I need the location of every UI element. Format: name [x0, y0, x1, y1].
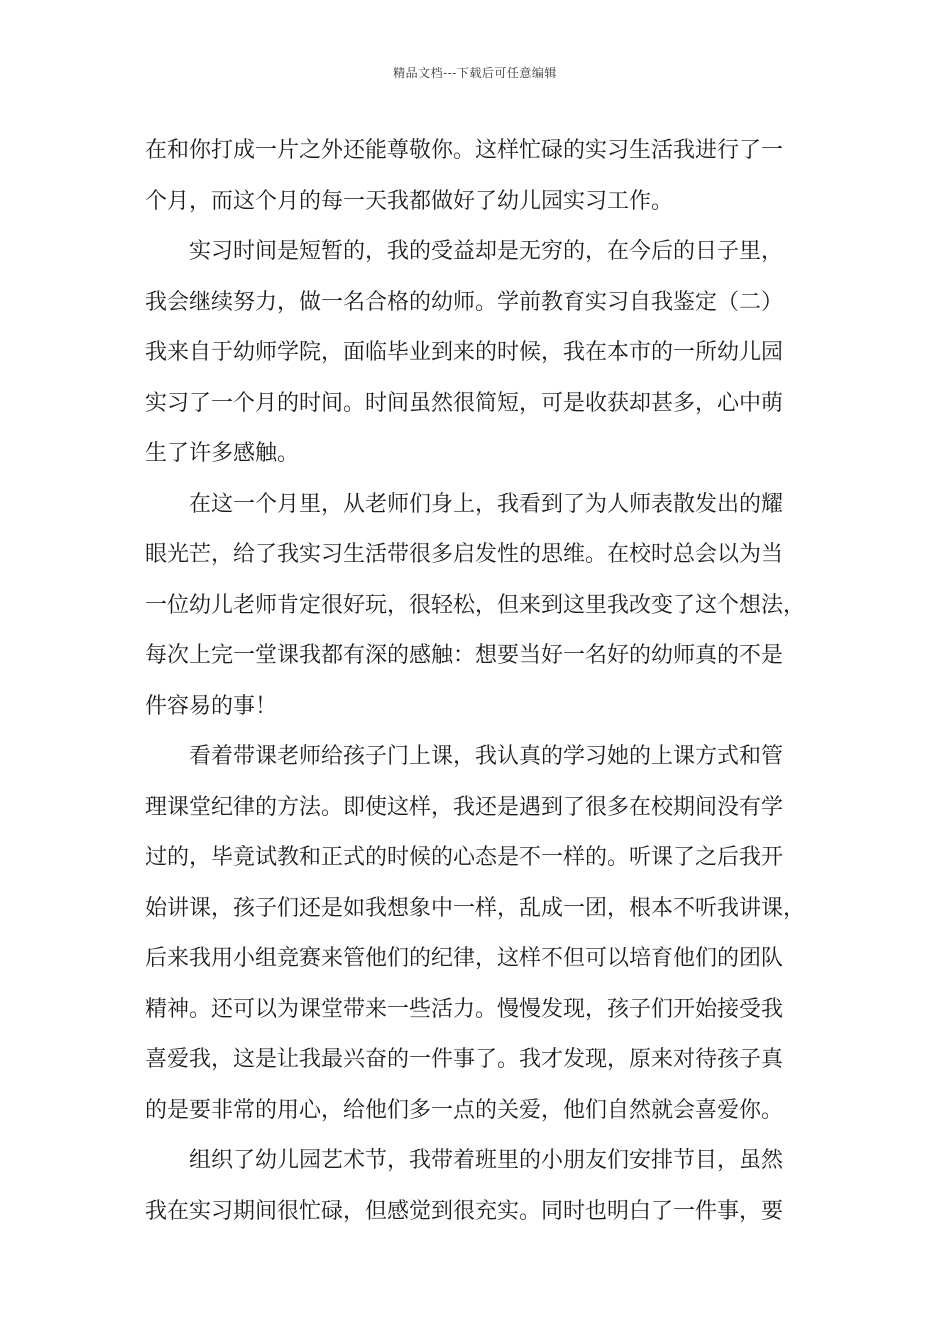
text-line: 我会继续努力，做一名合格的幼师。学前教育实习自我鉴定（二） — [145, 289, 784, 315]
text-line: 我在实习期间很忙碌，但感觉到很充实。同时也明白了一件事，要 — [145, 1198, 784, 1224]
text-line: 后来我用小组竞赛来管他们的纪律，这样不但可以培育他们的团队 — [145, 946, 784, 971]
text-line: 生了许多感触。 — [145, 441, 300, 466]
text-line: 个月，而这个月的每一天我都做好了幼儿园实习工作。 — [145, 188, 674, 214]
paragraph — [145, 126, 825, 227]
text-line: 在和你打成一片之外还能尊敬你。这样忙碌的实习生活我进行了一 — [145, 138, 784, 163]
text-line: 每次上完一堂课我都有深的感触：想要当好一名好的幼师真的不是 — [145, 643, 784, 668]
text-line: 我来自于幼师学院，面临毕业到来的时候，我在本市的一所幼儿园 — [145, 340, 784, 365]
paragraph — [145, 1136, 825, 1237]
text-line: 件容易的事！ — [145, 693, 278, 719]
page-header: 精品文档---下载后可任意编辑 — [393, 66, 557, 80]
text-line: 看着带课老师给孩子门上课，我认真的学习她的上课方式和管 — [189, 744, 784, 769]
text-line: 理课堂纪律的方法。即使这样，我还是遇到了很多在校期间没有学 — [145, 794, 784, 820]
text-line: 过的，毕竟试教和正式的时候的心态是不一样的。听课了之后我开 — [145, 845, 784, 870]
text-line: 始讲课，孩子们还是如我想象中一样，乱成一团，根本不听我讲课， — [145, 895, 806, 921]
paragraph — [145, 227, 825, 480]
paragraph — [145, 480, 825, 733]
text-line: 眼光芒，给了我实习生活带很多启发性的思维。在校时总会以为当 — [145, 542, 784, 567]
paragraph — [145, 732, 825, 1136]
text-line: 一位幼儿老师肯定很好玩，很轻松，但来到这里我改变了这个想法， — [145, 592, 806, 618]
document-body — [145, 126, 825, 1237]
text-line: 实习时间是短暂的，我的受益却是无穷的，在今后的日子里， — [189, 239, 784, 264]
text-line: 喜爱我，这是让我最兴奋的一件事了。我才发现，原来对待孩子真 — [145, 1047, 784, 1072]
text-line: 组织了幼儿园艺术节，我带着班里的小朋友们安排节目，虽然 — [189, 1148, 784, 1173]
text-line: 的是要非常的用心，给他们多一点的关爱，他们自然就会喜爱你。 — [145, 1097, 784, 1123]
text-line: 在这一个月里，从老师们身上，我看到了为人师表散发出的耀 — [189, 491, 784, 517]
text-line: 实习了一个月的时间。时间虽然很简短，可是收获却甚多，心中萌 — [145, 390, 784, 416]
text-line: 精神。还可以为课堂带来一些活力。慢慢发现，孩子们开始接受我 — [145, 996, 784, 1022]
